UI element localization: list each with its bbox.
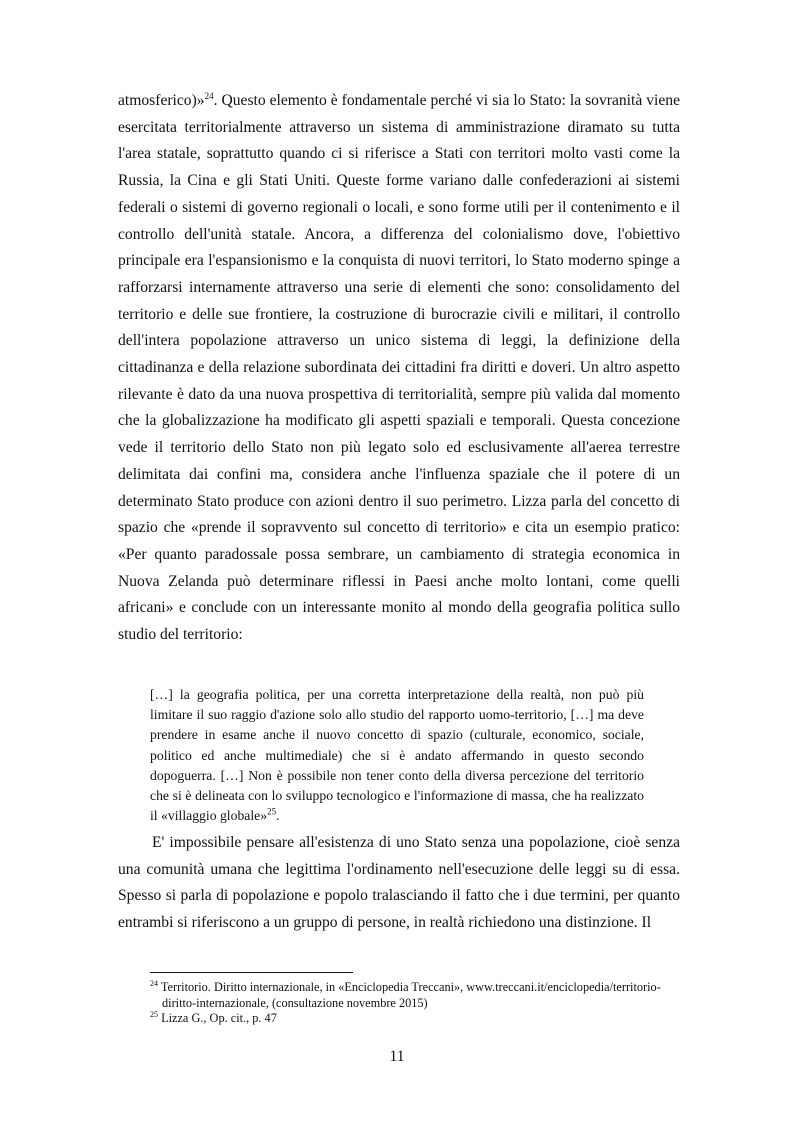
footnote-reference-25[interactable]: 25 <box>267 806 277 817</box>
paragraph-start: atmosferico)» <box>118 92 205 109</box>
block-quote <box>150 685 644 826</box>
footnote-number: 25 <box>150 1009 158 1019</box>
footnote-number: 24 <box>150 978 158 988</box>
footnote <box>150 980 680 1011</box>
footnote-reference-24[interactable]: 24 <box>204 90 214 101</box>
footnotes <box>150 980 680 1027</box>
body-paragraph <box>118 88 680 649</box>
page-number: 11 <box>389 1048 405 1065</box>
footnote-text: Territorio. Diritto internazionale, in «Enciclopedia Treccani», www.treccani.it/enciclopedia/territorio-diritto-internazionale, (consultazione novembre 2015) <box>160 980 661 1010</box>
quote-end: . <box>276 808 280 824</box>
body-paragraph-2: E' impossibile pensare all'esistenza di uno Stato senza una popolazione, cioè senza una comunità umana che legittima l'ordinamento nell'esecuzione delle leggi su di essa. Spesso si parla di popolazione e popolo tralasciando il fatto che i due termini, per quanto entrambi si riferiscono a un gruppo di persone, in realtà richiedono una distinzione. Il <box>118 834 680 932</box>
paragraph-text: . Questo elemento è fondamentale perché vi sia lo Stato: la sovranità viene esercitata territorialmente attraverso un sistema di amministrazione diramato su tutta l'area statale, soprattutto quando ci si riferisce a Stati con territori molto vasti come la Russia, la Cina e gli Stati Uniti. Queste forme variano dalle confederazioni ai sistemi federali o sistemi di governo regionali o locali, e sono forme utili per il contenimento e il controllo dell'unità statale. Ancora, a differenza del colonialismo dove, l'obiettivo principale era l'espansionismo e la conquista di nuovi territori, lo Stato moderno spinge a rafforzarsi internamente attraverso una serie di elementi che sono: consolidamento del territorio e delle sue frontiere, la costruzione di burocrazie civili e militari, il controllo dell'intera popolazione attraverso un unico sistema di leggi, la definizione della cittadinanza e della relazione subordinata dei cittadini fra diritti e doveri. Un altro aspetto rilevante è dato da una nuova prospettiva di territorialità, sempre più valida dal momento che la globalizzazione ha modificato gli aspetti spaziali e temporali. Questa concezione vede il territorio dello Stato non più legato solo ed esclusivamente all'aerea terrestre delimitata dai confini ma, considera anche l'influenza spaziale che il potere di un determinato Stato produce con azioni dentro il suo perimetro. Lizza parla del concetto di spazio che «prende il sopravvento sul concetto di territorio» e cita un esempio pratico: «Per quanto paradossale possa sembrare, un cambiamento di strategia economica in Nuova Zelanda può determinare riflessi in Paesi anche molto lontani, come quelli africani» e conclude con un interessante monito al mondo della geografia politica sullo studio del territorio: <box>118 92 680 644</box>
quote-text: […] la geografia politica, per una corretta interpretazione della realtà, non può più limitare il suo raggio d'azione solo allo studio del rapporto uomo-territorio, […] ma deve prendere in esame anche il nuovo concetto di spazio (culturale, economico, sociale, politico ed anche multimediale) che si è andato affermando in questo secondo dopoguerra. […] Non è possibile non tener conto della diversa percezione del territorio che si è delineata con lo sviluppo tecnologico e l'informazione di massa, che ha realizzato il «villaggio globale» <box>150 687 644 824</box>
footnote-text: Lizza G., Op. cit., p. 47 <box>161 1011 277 1025</box>
footnote <box>150 1011 680 1027</box>
footnote-separator <box>150 972 353 973</box>
